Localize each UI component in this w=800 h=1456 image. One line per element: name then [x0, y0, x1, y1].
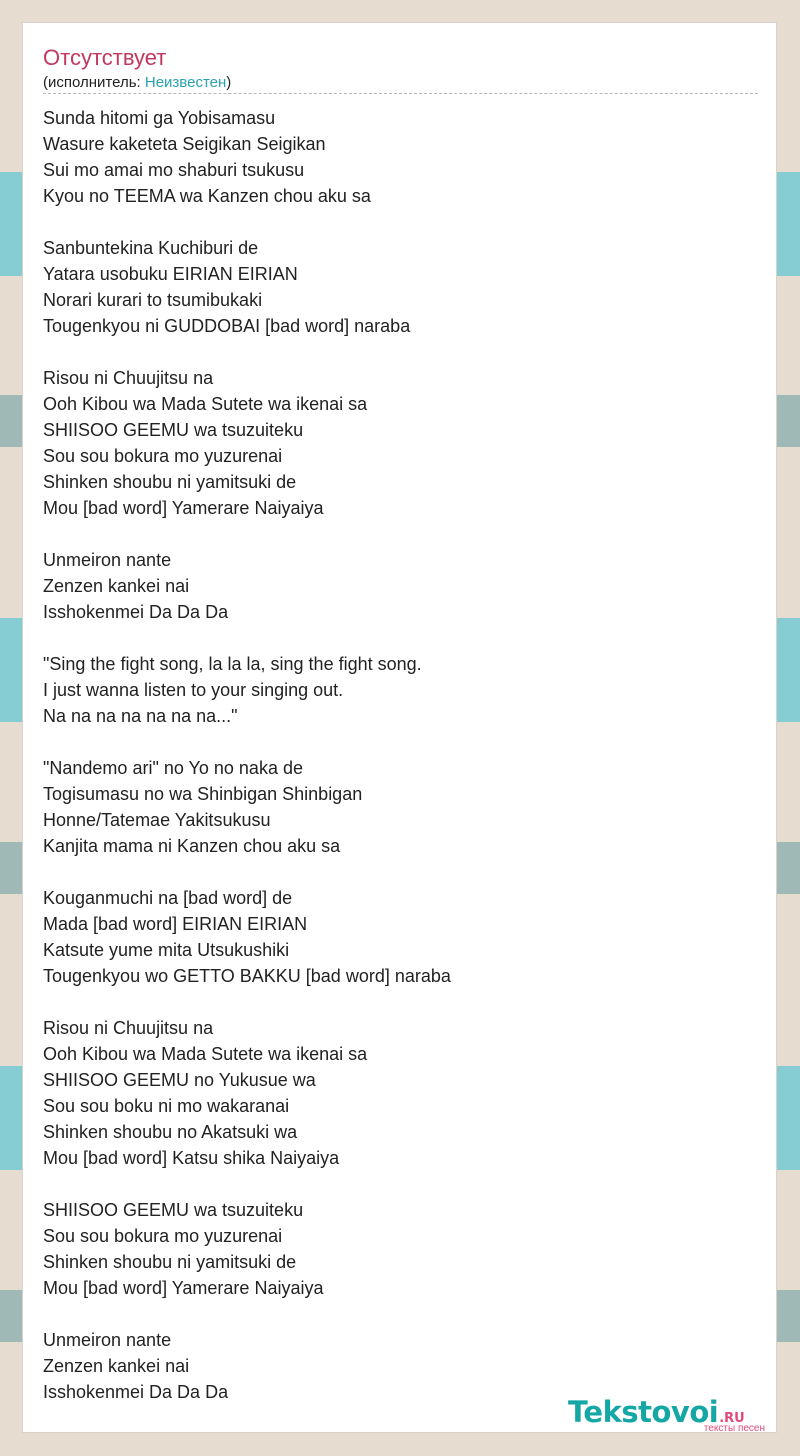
lyric-line: SHIISOO GEEMU wa tsuzuiteku — [43, 420, 304, 440]
lyric-line: Unmeiron nante — [43, 1330, 172, 1350]
lyric-line: Honne/Tatemae Yakitsukusu — [43, 810, 271, 830]
lyric-line: Sou sou bokura mo yuzurenai — [43, 1226, 283, 1246]
artist-prefix: (исполнитель: — [43, 74, 145, 91]
lyric-line: Mou [bad word] Yamerare Naiyaiya — [43, 1278, 324, 1298]
lyric-blank-line — [43, 859, 758, 885]
lyric-line: Zenzen kankei nai — [43, 1356, 190, 1376]
lyric-line: Mou [bad word] Katsu shika Naiyaiya — [43, 1148, 340, 1168]
lyric-line: Risou ni Chuujitsu na — [43, 1018, 214, 1038]
artist-link[interactable]: Неизвестен — [144, 74, 227, 91]
song-title: Отсутствует — [43, 45, 167, 70]
logo-tagline: тексты песен — [703, 1423, 765, 1434]
lyric-line: "Sing the fight song, la la la, sing the fight song. — [43, 654, 422, 674]
lyrics-card — [22, 22, 777, 1433]
lyric-blank-line — [43, 1301, 758, 1327]
lyric-line: SHIISOO GEEMU wa tsuzuiteku — [43, 1200, 304, 1220]
lyric-line: Shinken shoubu ni yamitsuki de — [43, 1252, 297, 1272]
logo-tld: .RU — [719, 1411, 745, 1426]
lyrics-text — [43, 105, 758, 1405]
lyric-line: Togisumasu no wa Shinbigan Shinbigan — [43, 784, 363, 804]
lyric-line: Yatara usobuku EIRIAN EIRIAN — [43, 264, 298, 284]
lyric-line: Sui mo amai mo shaburi tsukusu — [43, 160, 305, 180]
lyric-line: Ooh Kibou wa Mada Sutete wa ikenai sa — [43, 1044, 368, 1064]
lyric-blank-line — [43, 729, 758, 755]
site-logo[interactable] — [568, 1395, 773, 1434]
lyric-line: Katsute yume mita Utsukushiki — [43, 940, 290, 960]
lyric-line: Isshokenmei Da Da Da — [43, 602, 229, 622]
lyric-blank-line — [43, 339, 758, 365]
lyric-line: Tougenkyou wo GETTO BAKKU [bad word] naraba — [43, 966, 451, 986]
lyric-line: Sou sou bokura mo yuzurenai — [43, 446, 283, 466]
lyric-line: Risou ni Chuujitsu na — [43, 368, 214, 388]
lyric-blank-line — [43, 625, 758, 651]
lyric-line: Isshokenmei Da Da Da — [43, 1382, 229, 1402]
lyric-line: Shinken shoubu no Akatsuki wa — [43, 1122, 298, 1142]
lyric-line: I just wanna listen to your singing out. — [43, 680, 344, 700]
lyric-line: Norari kurari to tsumibukaki — [43, 290, 263, 310]
lyric-line: Unmeiron nante — [43, 550, 172, 570]
artist-line — [43, 74, 231, 91]
lyric-line: SHIISOO GEEMU no Yukusue wa — [43, 1070, 316, 1090]
lyric-line: Kouganmuchi na [bad word] de — [43, 888, 293, 908]
lyric-line: Sunda hitomi ga Yobisamasu — [43, 108, 276, 128]
lyric-line: Wasure kaketeta Seigikan Seigikan — [43, 134, 326, 154]
logo-name: Tekstovoi — [568, 1395, 719, 1429]
lyric-blank-line — [43, 989, 758, 1015]
lyric-blank-line — [43, 521, 758, 547]
lyric-line: Ooh Kibou wa Mada Sutete wa ikenai sa — [43, 394, 368, 414]
artist-suffix: ) — [226, 74, 232, 91]
lyric-line: Na na na na na na na..." — [43, 706, 238, 726]
lyric-line: Shinken shoubu ni yamitsuki de — [43, 472, 297, 492]
lyric-line: Tougenkyou ni GUDDOBAI [bad word] naraba — [43, 316, 411, 336]
lyric-line: "Nandemo ari" no Yo no naka de — [43, 758, 303, 778]
lyric-line: Sanbuntekina Kuchiburi de — [43, 238, 259, 258]
lyric-line: Kyou no TEEMA wa Kanzen chou aku sa — [43, 186, 371, 206]
lyric-line: Mada [bad word] EIRIAN EIRIAN — [43, 914, 308, 934]
lyric-line: Mou [bad word] Yamerare Naiyaiya — [43, 498, 324, 518]
lyric-line: Kanjita mama ni Kanzen chou aku sa — [43, 836, 341, 856]
title-divider — [43, 93, 758, 94]
lyric-line: Sou sou boku ni mo wakaranai — [43, 1096, 290, 1116]
lyric-blank-line — [43, 209, 758, 235]
lyric-line: Zenzen kankei nai — [43, 576, 190, 596]
lyric-blank-line — [43, 1171, 758, 1197]
